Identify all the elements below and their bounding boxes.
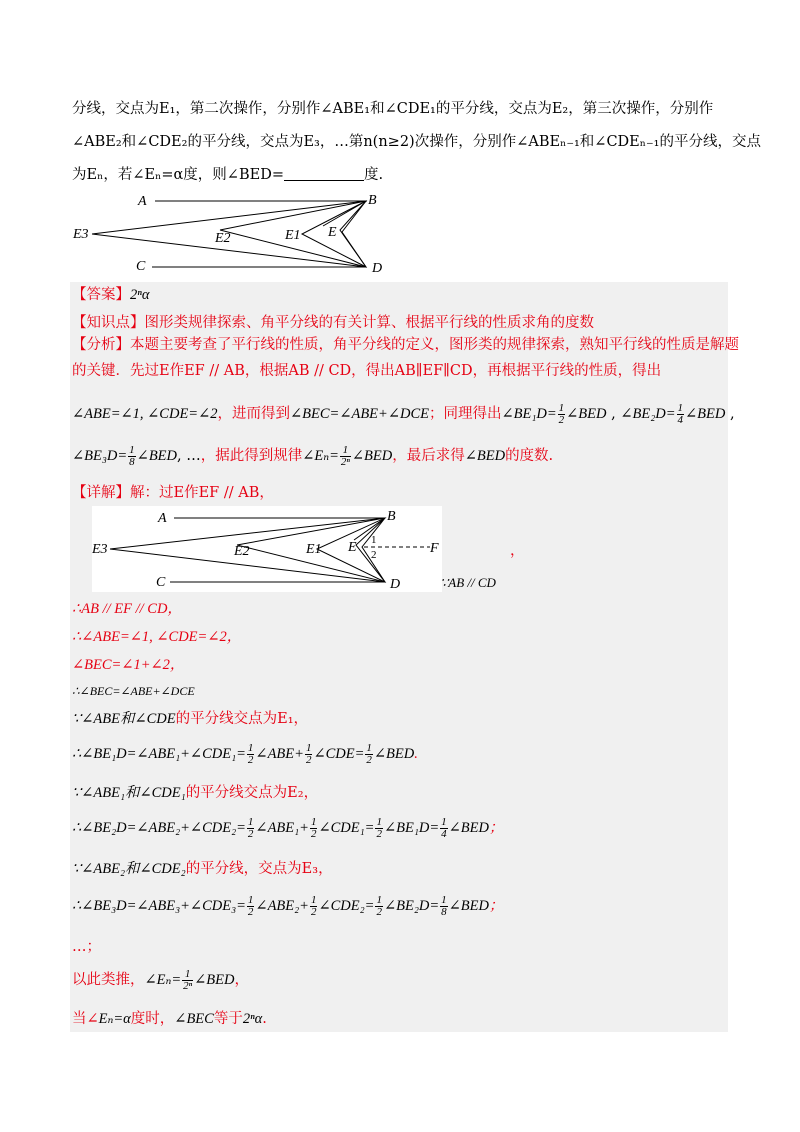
fig2-label-f: F bbox=[430, 541, 439, 556]
figure-1 bbox=[70, 190, 400, 280]
frac-pow: $\frac{1}{\text{2ⁿ}}$ bbox=[340, 443, 350, 468]
step-13: 当∠Eₙ=α度时，∠BEC等于2ⁿα. bbox=[72, 1011, 267, 1027]
fig1-label-d: D bbox=[372, 261, 383, 276]
knowledge-line bbox=[72, 312, 594, 334]
step-7: ∵∠ABE₁和∠CDE₁的平分线交点为E₂， bbox=[72, 785, 319, 801]
answer-value: 2ⁿα bbox=[130, 287, 150, 303]
fig1-label-e2: E2 bbox=[215, 231, 231, 246]
step-3: ∠BEC=∠1+∠2， bbox=[72, 657, 185, 673]
fig2-label-e3: E3 bbox=[92, 542, 108, 557]
question-line-2: ∠ABE₂和∠CDE₂的平分线，交点为E₃，…第n(n≥2)次操作，分别作∠ABEₙ₋₁和∠CDEₙ₋₁的平分线，交点 bbox=[72, 134, 761, 150]
step-2: ∴∠ABE=∠1, ∠CDE=∠2， bbox=[72, 629, 242, 645]
analysis-line-2: 的关键．先过E作EF // AB，根据AB // CD，得出AB∥EF∥CD，再根据平行线的性质，得出 bbox=[72, 363, 662, 379]
answer-line bbox=[72, 284, 149, 306]
fig2-label-d: D bbox=[390, 577, 401, 592]
step-1: ∴AB // EF // CD， bbox=[72, 601, 182, 617]
answer-blank bbox=[284, 166, 364, 181]
question-line-3: 为Eₙ，若∠Eₙ=α度，则∠BED= 度. bbox=[72, 167, 384, 183]
fig1-label-e3: E3 bbox=[73, 227, 89, 242]
analysis-line-3: ∠ABE=∠1, ∠CDE=∠2，进而得到∠BEC=∠ABE+∠DCE；同理得出∠BE₁D= $\frac{1}{2}$ ∠BED , ∠BE₂D= $\frac{1}{4}$ ∠BED , bbox=[72, 401, 735, 426]
frac-eighth: $\frac{1}{8}$ bbox=[129, 443, 135, 468]
analysis-line-1: 【分析】本题主要考查了平行线的性质，角平分线的定义，图形类的规律探索，熟知平行线的性质是解题 bbox=[72, 337, 739, 353]
step-11: …； bbox=[72, 939, 101, 955]
fig1-label-e: E bbox=[328, 225, 337, 240]
fig2-label-a: A bbox=[158, 511, 167, 526]
fig2-label-c: C bbox=[156, 575, 166, 590]
frac-half: $\frac{1}{2}$ bbox=[558, 401, 565, 426]
knowledge-text: 图形类规律探索、角平分线的有关计算、根据平行线的性质求角的度数 bbox=[144, 315, 594, 331]
figure-2 bbox=[92, 506, 442, 592]
fig2-label-e1: E1 bbox=[306, 542, 322, 557]
fig1-label-a: A bbox=[138, 194, 147, 209]
fig2-angle-1: 1 bbox=[371, 534, 377, 546]
step-8: ∴∠BE₂D=∠ABE₂+∠CDE₂= $\frac{1}{2}$ ∠ABE₁+ $\frac{1}{2}$ ∠CDE₁= $\frac{1}{2}$ ∠BE₁D= $\frac{1}{4}$ ∠BED； bbox=[72, 816, 504, 841]
fig1-label-b: B bbox=[368, 193, 377, 208]
step-5: ∵∠ABE和∠CDE的平分线交点为E₁， bbox=[72, 711, 309, 727]
knowledge-tag: 【知识点】 bbox=[72, 315, 145, 331]
detail-line: 【详解】解：过E作EF // AB， bbox=[72, 485, 274, 501]
document-page: 分线，交点为E₁，第二次操作，分别作∠ABE₁和∠CDE₁的平分线，交点为E₂，第三次操作，分别作 ∠ABE₂和∠CDE₂的平分线，交点为E₃，…第n(n≥2)次操作，分别作∠ABEₙ₋₁和∠CDEₙ₋₁的平分线，交点 为Eₙ，若∠Eₙ=α度，则∠BED= 度. A B C D E3 E2 E1 E 【答案】2ⁿα 【知识点】图形类规律探索、角平分线的有关计算、根据平行线的性质求角的度数 【分析】本题主要考查了平行线的性质，角平分线的定义，图形类的规律探索，熟知平行线的性质是解题 的关键．先过E作EF // AB，根据AB // CD，得出AB∥EF∥CD，再根据平行线的性质，得出 ∠ABE=∠1, ∠CDE=∠2，进而得到∠BEC=∠ABE+∠DCE；同理得出∠BE₁D= $\frac{1}{2}$ ∠BED , ∠BE₂D= $\frac{1}{4}$ ∠BED , ∠BE₃D= $\frac{1}{8}$ ∠BED, …，据此得到规律∠Eₙ= $\frac{1}{\text{2ⁿ}}$ ∠BED，最后求得∠BED的度数. 【详解】解：过E作EF // AB， A B C D E3 E2 E1 E F 1 2 ， ∵AB // CD ∴AB // EF // CD， ∴∠ABE=∠1, ∠CDE=∠2， ∠BEC=∠1+∠2， ∴∠BEC=∠ABE+∠DCE ∵∠ABE和∠CDE的平分线交点为E₁， ∴∠BE₁D=∠ABE₁+∠CDE₁= $\frac{1}{2}$ ∠ABE+ $\frac{1}{2}$ ∠CDE= $\frac{1}{2}$ ∠BED. ∵∠ABE₁和∠CDE₁的平分线交点为E₂， ∴∠BE₂D=∠ABE₂+∠CDE₂= $\frac{1}{2}$ ∠ABE₁+ $\frac{1}{2}$ ∠CDE₁= $\frac{1}{2}$ ∠BE₁D= $\frac{1}{4}$ ∠BED； ∵∠ABE₂和∠CDE₂的平分线，交点为E₃， ∴∠BE₃D=∠ABE₃+∠CDE₃= $\frac{1}{2}$ ∠ABE₂+ $\frac{1}{2}$ ∠CDE₂= $\frac{1}{2}$ ∠BE₂D= $\frac{1}{8}$ ∠BED； …； 以此类推，∠Eₙ= $\frac{1}{\text{2ⁿ}}$ ∠BED， 当∠Eₙ=α度时，∠BEC等于2ⁿα. bbox=[0, 0, 800, 1132]
fig2-label-e: E bbox=[348, 540, 357, 555]
detail-tag: 【详解】 bbox=[72, 485, 130, 501]
analysis-line-4: ∠BE₃D= $\frac{1}{8}$ ∠BED, …，据此得到规律∠Eₙ= $\frac{1}{\text{2ⁿ}}$ ∠BED，最后求得∠BED的度数. bbox=[72, 443, 554, 468]
fig2-label-b: B bbox=[387, 509, 396, 524]
because-ab-cd: ∵AB // CD bbox=[440, 575, 496, 590]
fig2-angle-2: 2 bbox=[371, 549, 377, 561]
step-4: ∴∠BEC=∠ABE+∠DCE bbox=[72, 684, 195, 698]
step-12: 以此类推，∠Eₙ= $\frac{1}{\text{2ⁿ}}$ ∠BED， bbox=[72, 967, 249, 992]
fig2-label-e2: E2 bbox=[234, 544, 250, 559]
step-9: ∵∠ABE₂和∠CDE₂的平分线，交点为E₃， bbox=[72, 861, 333, 877]
answer-tag: 【答案】 bbox=[72, 287, 130, 303]
frac-quarter: $\frac{1}{4}$ bbox=[677, 401, 683, 426]
step-6: ∴∠BE₁D=∠ABE₁+∠CDE₁= $\frac{1}{2}$ ∠ABE+ $\frac{1}{2}$ ∠CDE= $\frac{1}{2}$ ∠BED. bbox=[72, 742, 418, 767]
fig1-label-e1: E1 bbox=[285, 228, 301, 243]
fig1-label-c: C bbox=[136, 259, 146, 274]
step-10: ∴∠BE₃D=∠ABE₃+∠CDE₃= $\frac{1}{2}$ ∠ABE₂+ $\frac{1}{2}$ ∠CDE₂= $\frac{1}{2}$ ∠BE₂D= $\frac{1}{8}$ ∠BED； bbox=[72, 894, 504, 919]
analysis-tag: 【分析】 bbox=[72, 337, 130, 353]
question-line-1: 分线，交点为E₁，第二次操作，分别作∠ABE₁和∠CDE₁的平分线，交点为E₂，第三次操作，分别作 bbox=[72, 101, 714, 117]
